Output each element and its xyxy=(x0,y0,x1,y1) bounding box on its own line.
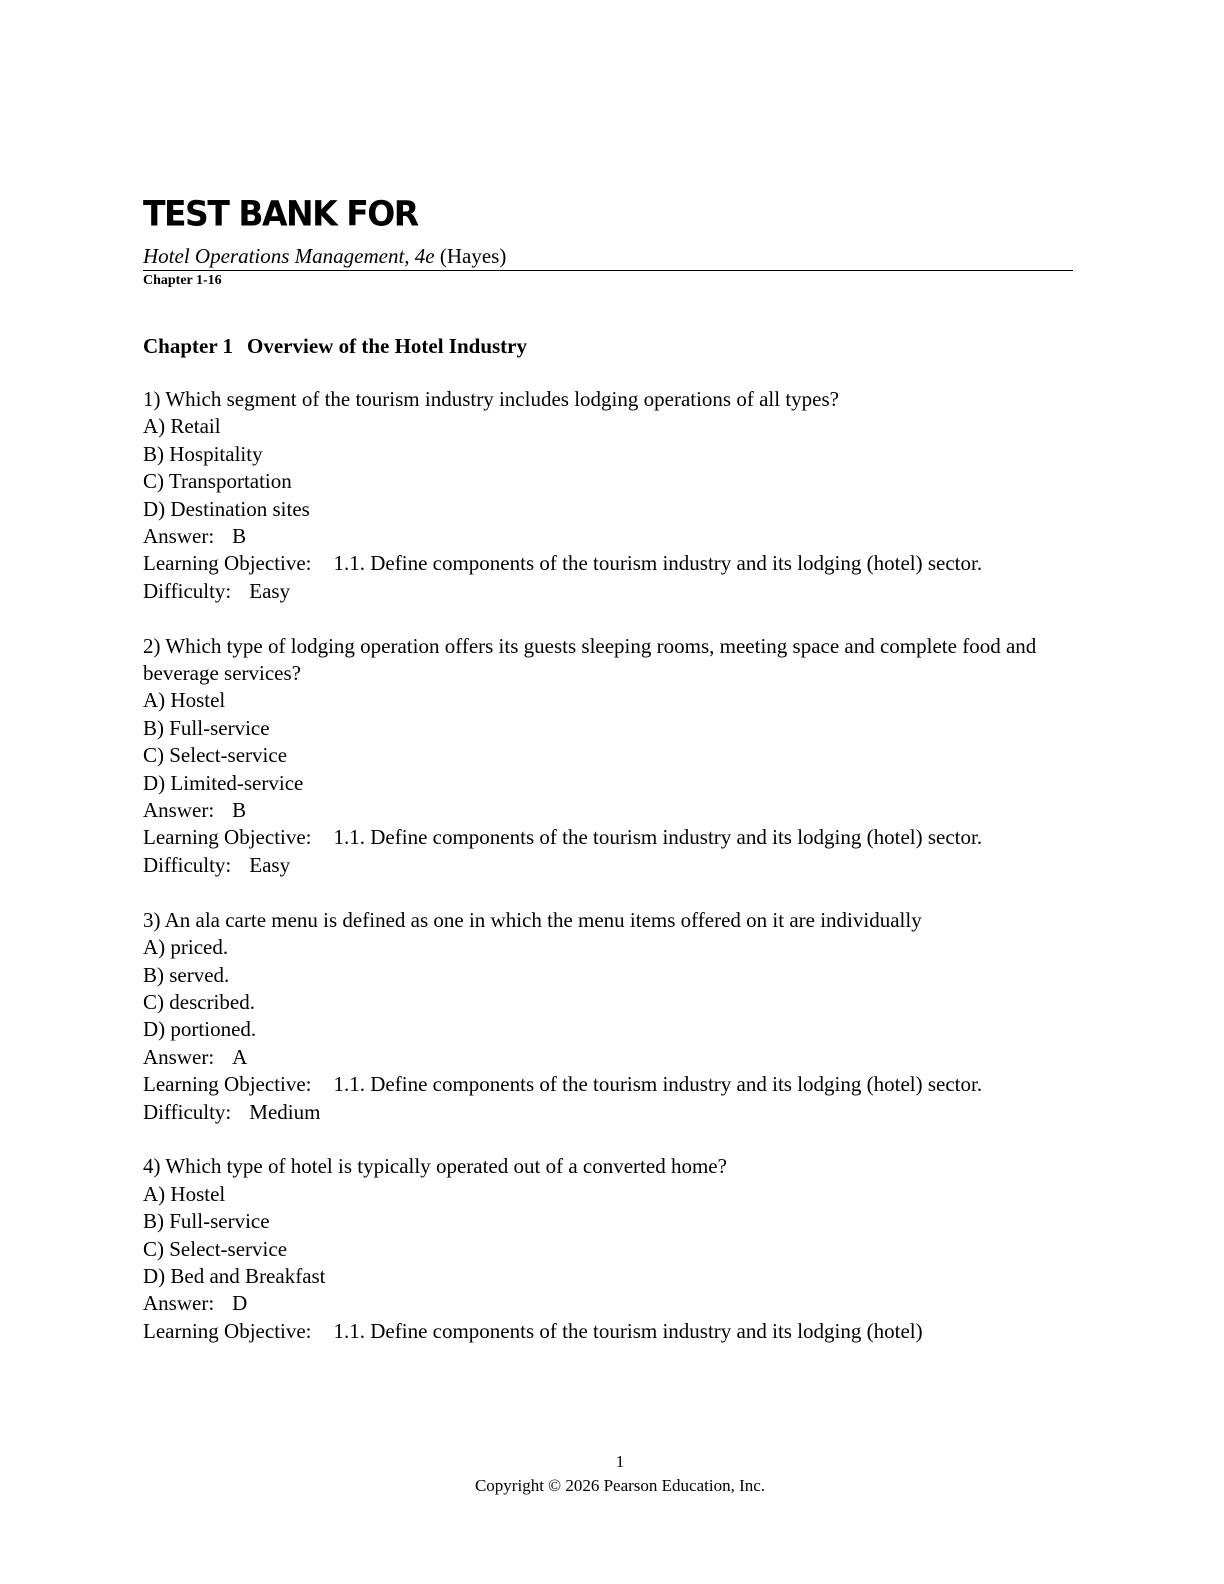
answer-option: A) priced. xyxy=(143,935,229,960)
learning-objective-line xyxy=(143,824,1078,851)
book-title: Hotel Operations Management, 4e xyxy=(143,244,435,268)
difficulty-value: Medium xyxy=(249,1099,321,1124)
chapter-heading xyxy=(143,333,527,359)
chapter-range: Chapter 1-16 xyxy=(143,273,222,288)
page-number: 1 xyxy=(615,1452,625,1471)
difficulty-value: Easy xyxy=(249,852,291,877)
difficulty-label: Difficulty: xyxy=(143,1099,232,1124)
answer-line xyxy=(143,797,1078,824)
objective-value: 1.1. Define components of the tourism industry and its lodging (hotel) sector. xyxy=(333,1072,983,1097)
book-author: (Hayes) xyxy=(439,244,507,268)
objective-label: Learning Objective: xyxy=(143,1072,312,1097)
difficulty-label: Difficulty: xyxy=(143,578,232,603)
answer-option: C) described. xyxy=(143,989,255,1014)
header-rule xyxy=(143,270,1073,271)
question-stem: 2) Which type of lodging operation offers its guests sleeping rooms, meeting space and complete food and beverage services? xyxy=(143,633,1037,686)
answer-option: A) Hostel xyxy=(143,688,226,713)
answer-line xyxy=(143,1290,1078,1317)
question-item xyxy=(143,907,1078,1126)
difficulty-line xyxy=(143,852,1078,879)
difficulty-value: Easy xyxy=(249,578,291,603)
difficulty-line xyxy=(143,1099,1078,1126)
document-title: TEST BANK FOR xyxy=(143,192,418,234)
learning-objective-line xyxy=(143,1318,1078,1345)
answer-label: Answer: xyxy=(143,524,215,549)
question-stem: 4) Which type of hotel is typically operated out of a converted home? xyxy=(143,1154,727,1179)
answer-option: D) Destination sites xyxy=(143,496,310,521)
answer-option: B) Hospitality xyxy=(143,441,263,466)
difficulty-label: Difficulty: xyxy=(143,852,232,877)
objective-value: 1.1. Define components of the tourism industry and its lodging (hotel) sector. xyxy=(333,551,983,576)
answer-option: C) Select-service xyxy=(143,743,288,768)
answer-option: A) Retail xyxy=(143,414,221,439)
answer-label: Answer: xyxy=(143,798,215,823)
page-footer xyxy=(0,1450,1224,1498)
chapter-name: Overview of the Hotel Industry xyxy=(247,334,527,358)
book-subtitle xyxy=(143,243,506,269)
learning-objective-line xyxy=(143,550,1078,577)
question-stem: 3) An ala carte menu is defined as one in which the menu items offered on it are individually xyxy=(143,907,922,932)
answer-value: B xyxy=(232,524,247,549)
answer-value: A xyxy=(232,1044,248,1069)
answer-option: C) Transportation xyxy=(143,469,292,494)
question-item xyxy=(143,386,1078,605)
question-item xyxy=(143,1153,1078,1345)
answer-line xyxy=(143,523,1078,550)
question-stem: 1) Which segment of the tourism industry includes lodging operations of all types? xyxy=(143,387,839,411)
learning-objective-line xyxy=(143,1071,1078,1098)
copyright-notice: Copyright © 2026 Pearson Education, Inc. xyxy=(474,1476,766,1495)
answer-option: D) Limited-service xyxy=(143,770,304,795)
objective-label: Learning Objective: xyxy=(143,825,312,850)
answer-option: A) Hostel xyxy=(143,1181,226,1206)
answer-option: D) Bed and Breakfast xyxy=(143,1263,326,1288)
chapter-number: Chapter 1 xyxy=(143,334,234,358)
answer-label: Answer: xyxy=(143,1044,215,1069)
answer-option: B) served. xyxy=(143,962,230,987)
answer-label: Answer: xyxy=(143,1291,215,1316)
answer-line xyxy=(143,1044,1078,1071)
difficulty-line xyxy=(143,578,1078,605)
question-item xyxy=(143,633,1078,880)
answer-option: D) portioned. xyxy=(143,1017,257,1042)
objective-label: Learning Objective: xyxy=(143,1318,312,1343)
answer-value: D xyxy=(232,1291,248,1316)
answer-value: B xyxy=(232,798,247,823)
objective-label: Learning Objective: xyxy=(143,551,312,576)
answer-option: B) Full-service xyxy=(143,715,270,740)
answer-option: B) Full-service xyxy=(143,1209,270,1234)
objective-value: 1.1. Define components of the tourism industry and its lodging (hotel) sector. xyxy=(333,825,983,850)
answer-option: C) Select-service xyxy=(143,1236,288,1261)
question-list xyxy=(143,386,1078,1373)
objective-value: 1.1. Define components of the tourism industry and its lodging (hotel) xyxy=(333,1318,923,1343)
